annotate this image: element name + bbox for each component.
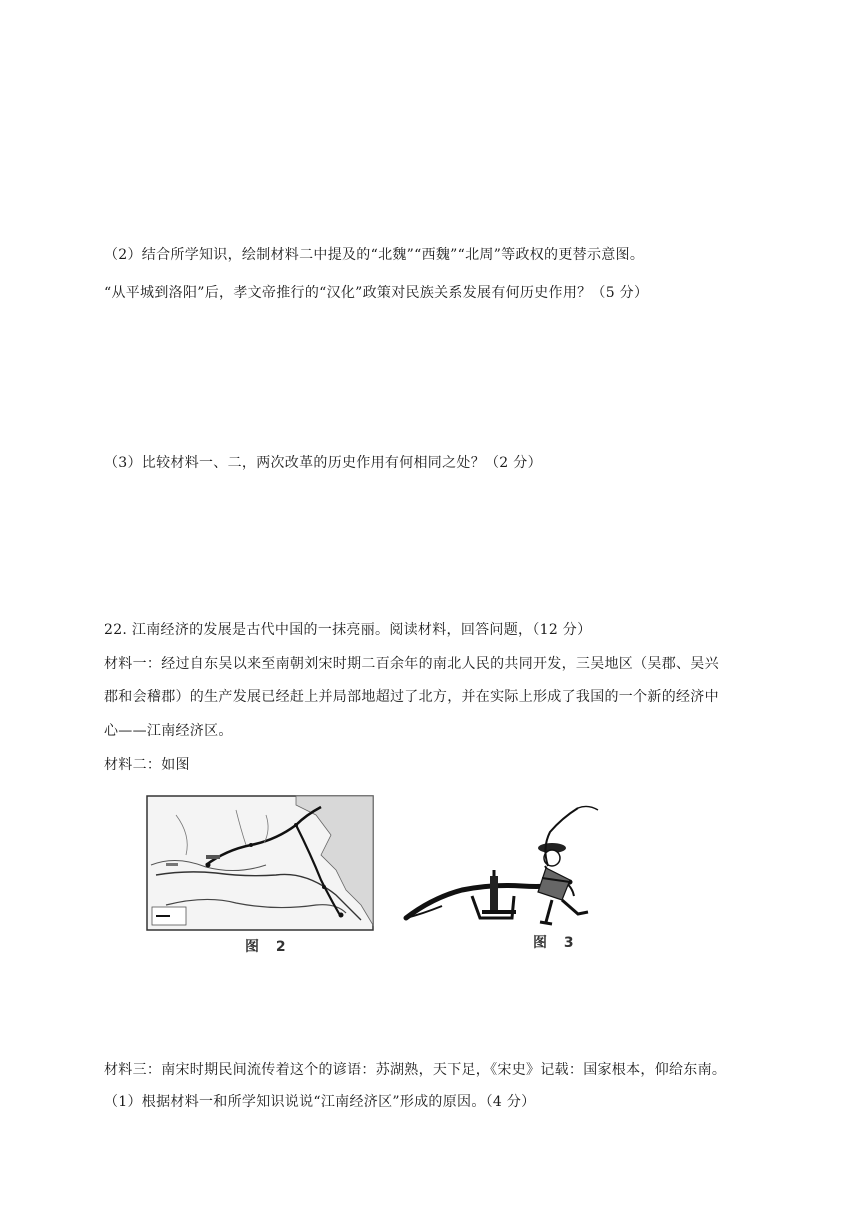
map-figure	[146, 795, 374, 931]
q21-part2-line1: （2）结合所学知识，绘制材料二中提及的“北魏”“西魏”“北周”等政权的更替示意图。	[104, 247, 645, 263]
figure3-caption: 图 3	[533, 935, 580, 951]
q22-material3: 材料三：南宋时期民间流传着这个的谚语：苏湖熟，天下足，《宋史》记载：国家根本，仰给东南。	[104, 1062, 727, 1078]
q22-material2-label: 材料二：如图	[104, 757, 190, 773]
q22-material1-line2: 郡和会稽郡）的生产发展已经赶上并局部地超过了北方，并在实际上形成了我国的一个新的经济中	[104, 689, 719, 705]
q22-material1-line3: 心——江南经济区。	[104, 723, 233, 739]
q22-question1: （1）根据材料一和所学知识说说“江南经济区”形成的原因。（4 分）	[104, 1094, 536, 1110]
q21-part3: （3）比较材料一、二，两次改革的历史作用有何相同之处？（2 分）	[104, 455, 542, 471]
q22-material1-line1: 材料一：经过自东吴以来至南朝刘宋时期二百余年的南北人民的共同开发，三吴地区（吴郡、吴兴	[104, 656, 719, 672]
q22-title: 22. 江南经济的发展是古代中国的一抹亮丽。阅读材料，回答问题，（12 分）	[104, 622, 592, 638]
q21-part2-line2: “从平城到洛阳”后，孝文帝推行的“汉化”政策对民族关系发展有何历史作用？（5 分）	[104, 285, 649, 301]
plough-figure	[402, 800, 622, 928]
figure2-caption: 图 2	[245, 939, 292, 955]
